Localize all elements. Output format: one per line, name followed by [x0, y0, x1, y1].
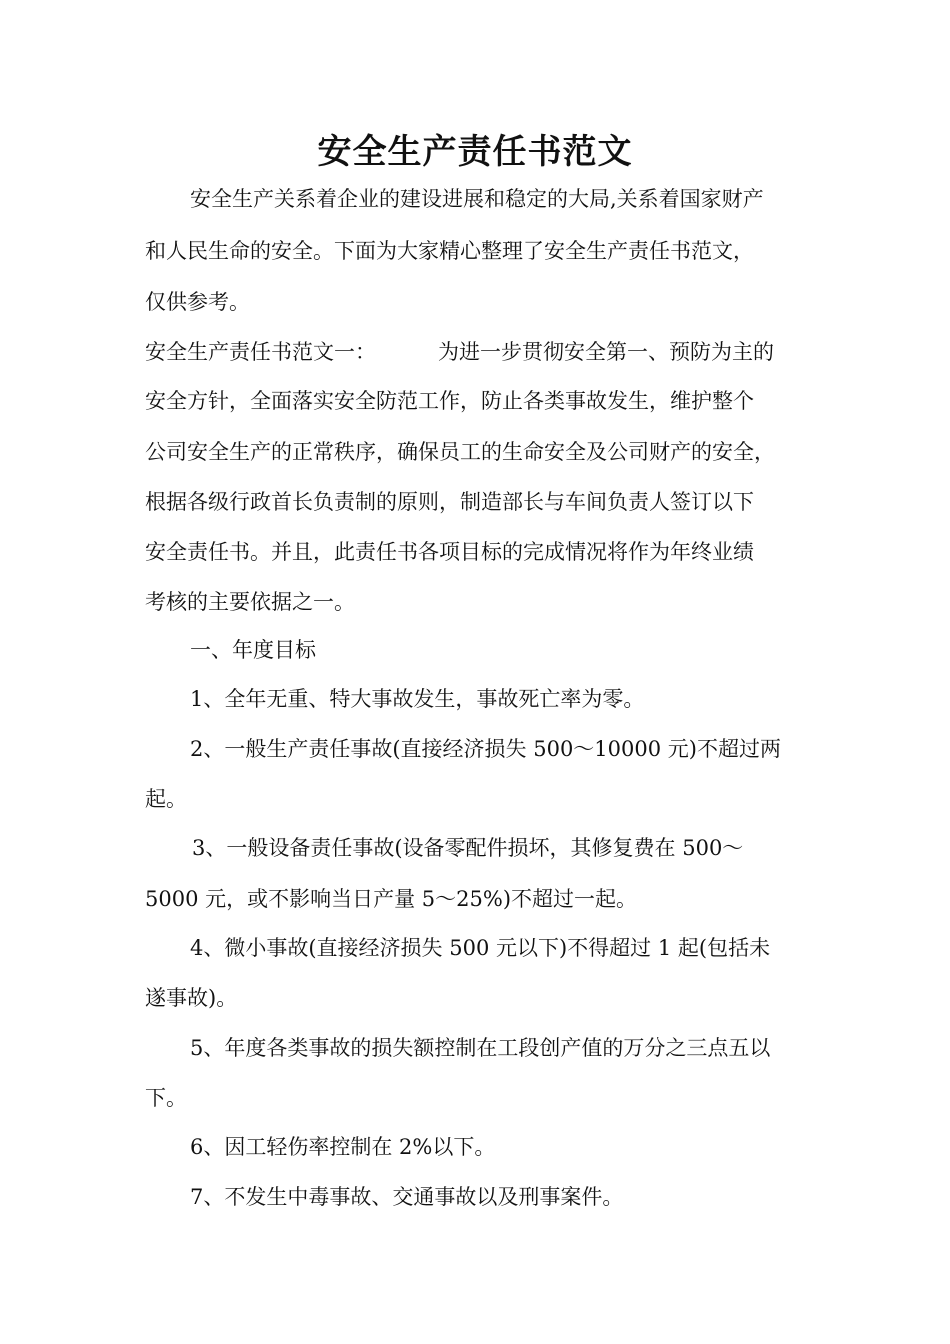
- section-heading-line: [145, 337, 774, 367]
- subheading: 一、年度目标: [190, 638, 316, 662]
- section-heading: 安全生产责任书范文一：: [145, 340, 376, 364]
- list-item-continuation: 下。: [145, 1086, 187, 1110]
- paragraph-line: 公司安全生产的正常秩序，确保员工的生命安全及公司财产的安全，: [145, 440, 775, 464]
- paragraph-line: 仅供参考。: [145, 290, 250, 314]
- paragraph-line: 安全责任书。并且，此责任书各项目标的完成情况将作为年终业绩: [145, 540, 754, 564]
- paragraph-line: 和人民生命的安全。下面为大家精心整理了安全生产责任书范文，: [145, 239, 754, 263]
- list-item: 6、因工轻伤率控制在 2%以下。: [190, 1135, 496, 1159]
- list-item-continuation: 遂事故)。: [145, 986, 238, 1010]
- paragraph-line: 安全方针，全面落实安全防范工作，防止各类事故发生，维护整个: [145, 389, 754, 413]
- paragraph-line: 安全生产关系着企业的建设进展和稳定的大局,关系着国家财产: [190, 187, 764, 211]
- list-item-continuation: 起。: [145, 787, 187, 811]
- paragraph-text: 为进一步贯彻安全第一、预防为主的: [438, 340, 774, 364]
- document-title: 安全生产责任书范文: [317, 132, 633, 172]
- paragraph-line: 根据各级行政首长负责制的原则，制造部长与车间负责人签订以下: [145, 490, 754, 514]
- list-item: 2、一般生产责任事故(直接经济损失 500～10000 元)不超过两: [190, 737, 781, 761]
- list-item: 3、一般设备责任事故(设备零配件损坏，其修复费在 500～: [192, 836, 744, 860]
- paragraph-line: 考核的主要依据之一。: [145, 590, 355, 614]
- list-item-continuation: 5000 元，或不影响当日产量 5～25%)不超过一起。: [145, 887, 638, 911]
- list-item: 7、不发生中毒事故、交通事故以及刑事案件。: [190, 1185, 624, 1209]
- list-item: 5、年度各类事故的损失额控制在工段创产值的万分之三点五以: [190, 1036, 771, 1060]
- list-item: 1、全年无重、特大事故发生，事故死亡率为零。: [190, 687, 645, 711]
- list-item: 4、微小事故(直接经济损失 500 元以下)不得超过 1 起(包括未: [190, 936, 771, 960]
